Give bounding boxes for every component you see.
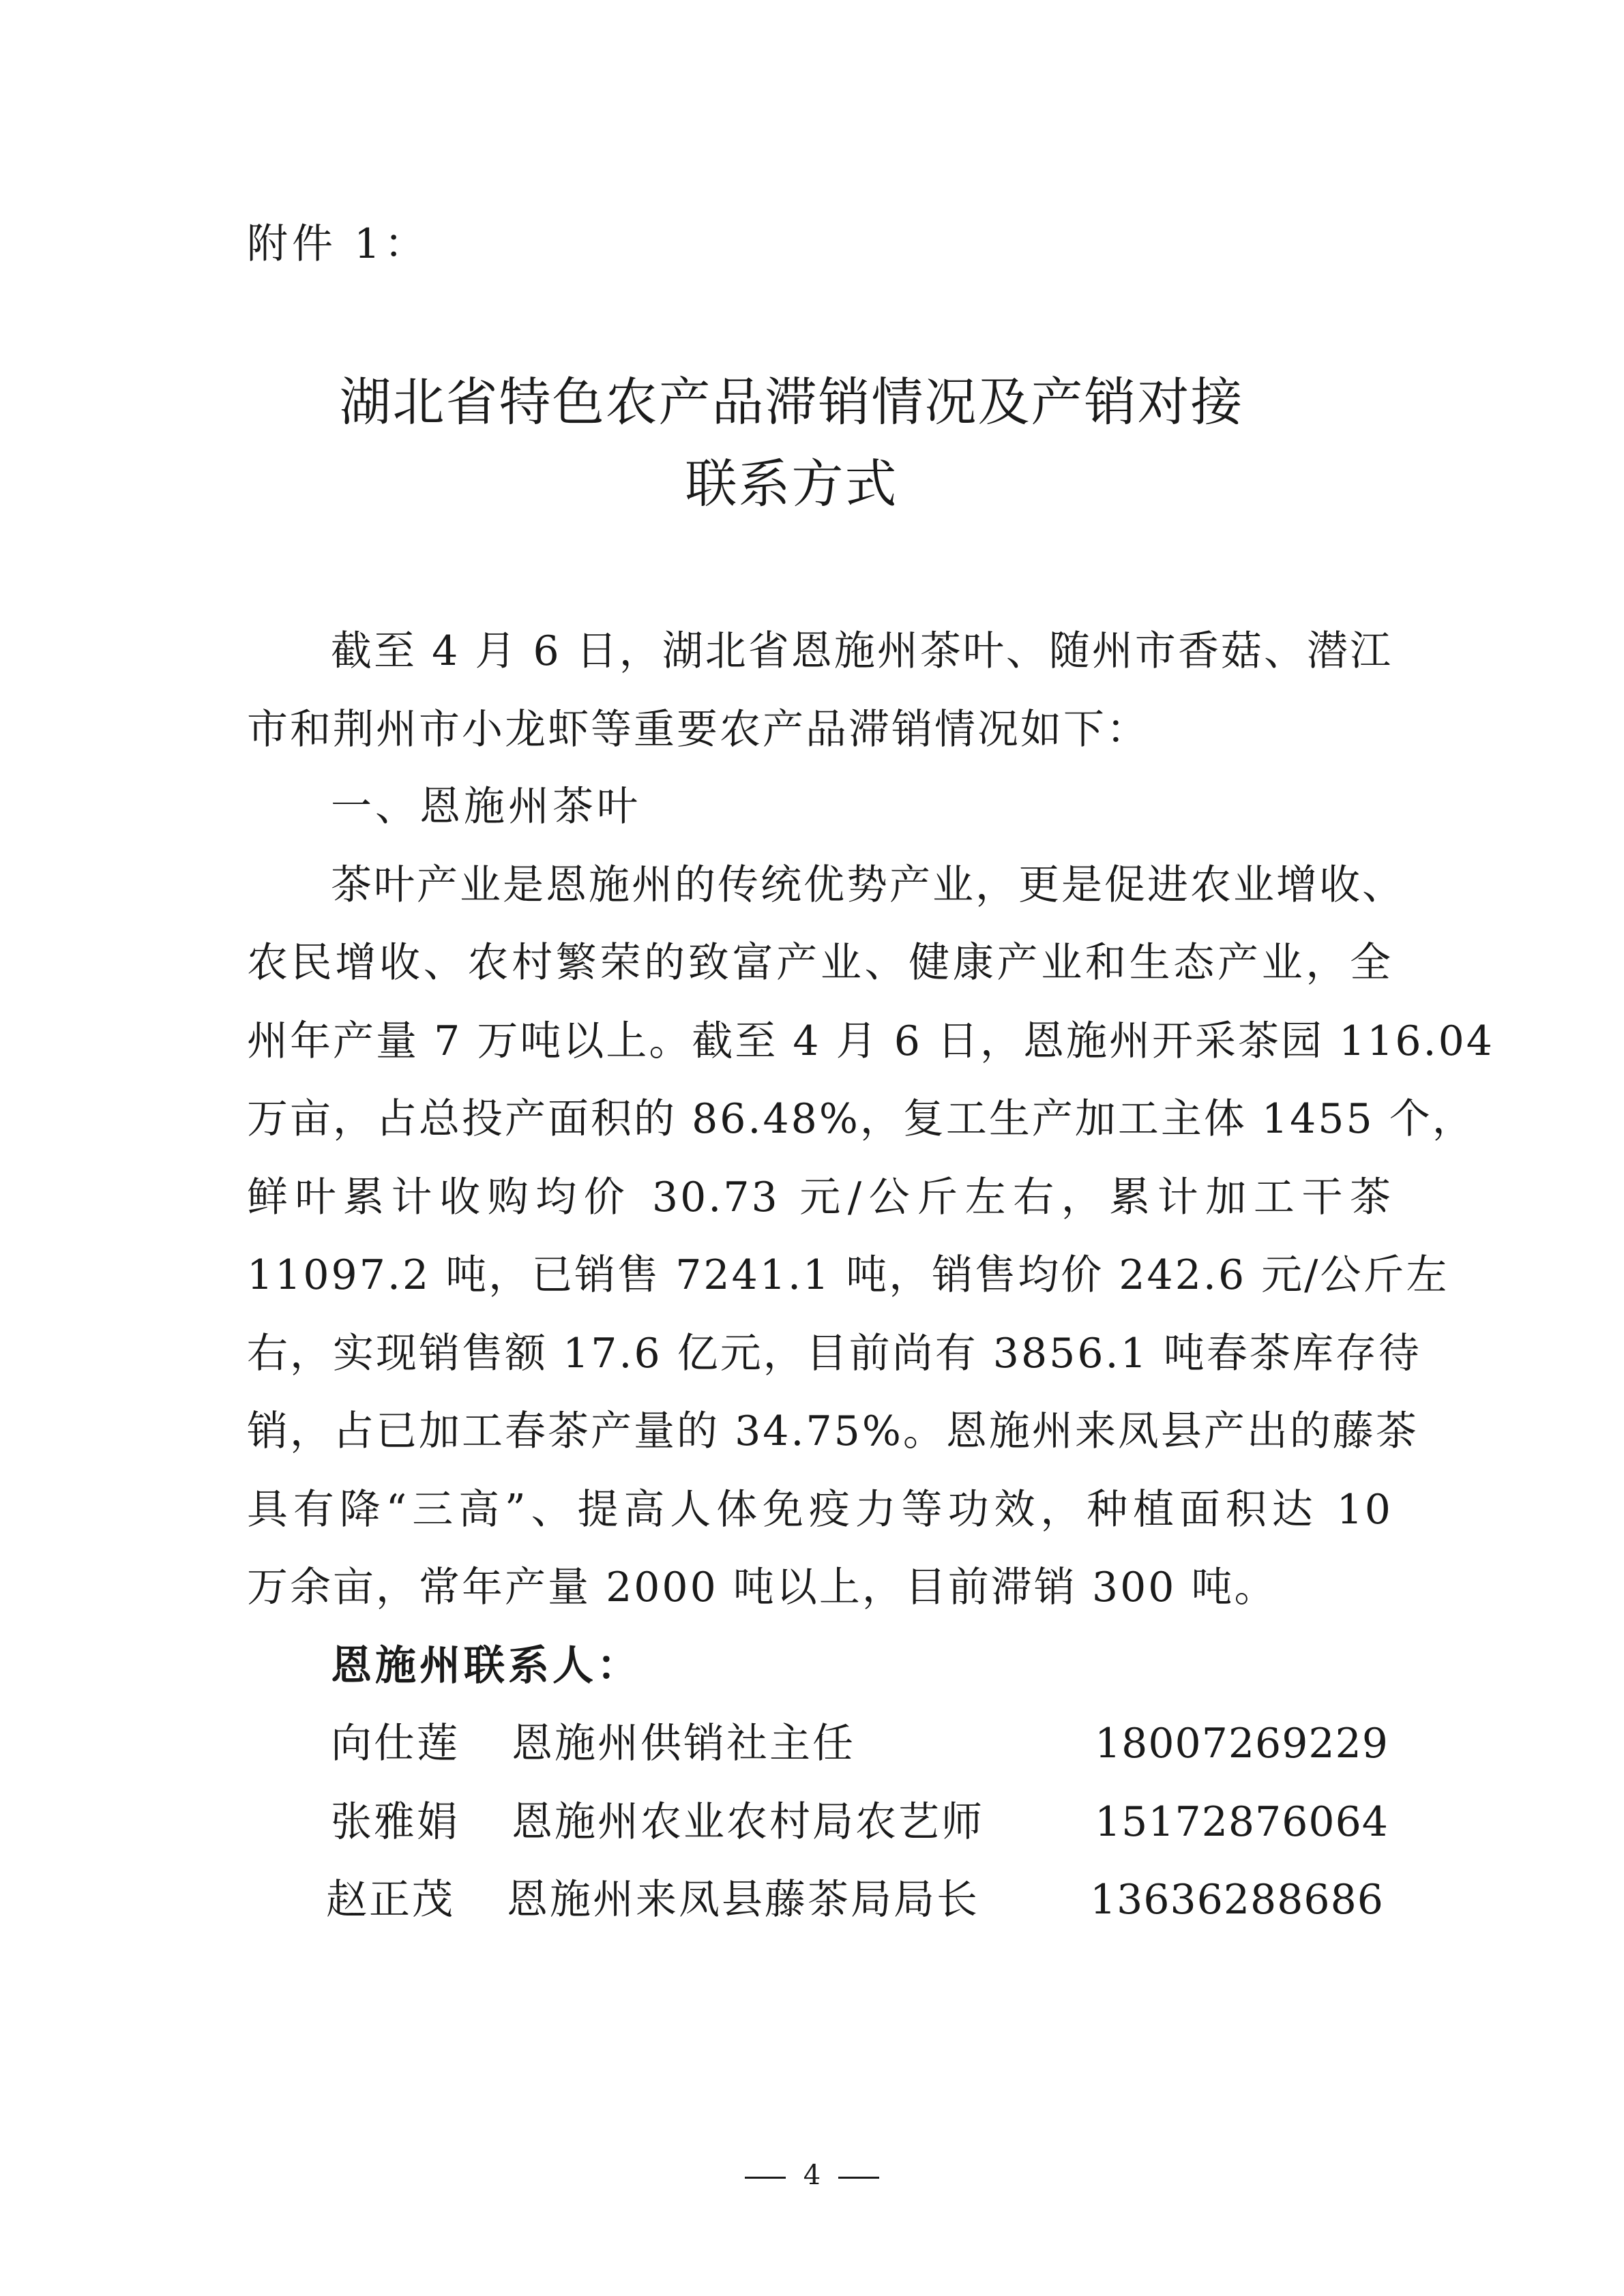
contact-row [331, 1795, 1389, 1849]
paragraph-line: 万余亩，常年产量 2000 吨以上，目前滞销 300 吨。 [247, 1564, 1278, 1611]
intro-line-2: 市和荆州市小龙虾等重要农产品滞销情况如下： [247, 706, 1149, 754]
contact-row [326, 1873, 1384, 1927]
paragraph-line: 销，占已加工春茶产量的 34.75%。恩施州来凤县产出的藤茶 [247, 1407, 1419, 1455]
contact-phone: 13636288686 [1090, 1876, 1384, 1924]
intro-line-1: 截至 4 月 6 日，湖北省恩施州茶叶、随州市香菇、潜江 [331, 627, 1393, 675]
page-footer [0, 2155, 1624, 2196]
paragraph-line: 右，实现销售额 17.6 亿元，目前尚有 3856.1 吨春茶库存待 [247, 1330, 1421, 1377]
contact-phone: 15172876064 [1095, 1798, 1389, 1846]
page-number: 4 [803, 2160, 821, 2191]
contact-name: 赵正茂 [326, 1876, 455, 1924]
contact-phone: 18007269229 [1095, 1720, 1389, 1768]
contacts-heading: 恩施州联系人： [331, 1642, 641, 1690]
document-title-line-1: 湖北省特色农产品滞销情况及产销对接 [339, 372, 1244, 432]
document-title-line-2: 联系方式 [685, 453, 898, 514]
contact-role: 恩施州来凤县藤茶局局长 [507, 1876, 979, 1924]
paragraph-line: 茶叶产业是恩施州的传统优势产业，更是促进农业增收、 [331, 861, 1405, 909]
paragraph-line: 具有降“三高”、提高人体免疫力等功效，种植面积达 10 [247, 1486, 1393, 1534]
contact-row [331, 1716, 1389, 1771]
contact-name: 张雅娟 [331, 1798, 460, 1846]
paragraph-line: 鲜叶累计收购均价 30.73 元/公斤左右，累计加工干茶 [247, 1174, 1393, 1221]
footer-dash-left [745, 2177, 786, 2179]
contact-name: 向仕莲 [331, 1720, 460, 1768]
contact-role: 恩施州农业农村局农艺师 [512, 1798, 984, 1846]
attachment-label: 附件 1： [247, 220, 430, 268]
paragraph-line: 11097.2 吨，已销售 7241.1 吨，销售均价 242.6 元/公斤左 [247, 1251, 1449, 1299]
footer-dash-right [838, 2177, 879, 2179]
contact-role: 恩施州供销社主任 [512, 1720, 855, 1768]
paragraph-line: 农民增收、农村繁荣的致富产业、健康产业和生态产业，全 [247, 939, 1393, 987]
paragraph-line: 州年产量 7 万吨以上。截至 4 月 6 日，恩施州开采茶园 116.04 [247, 1017, 1494, 1065]
paragraph-line: 万亩，占总投产面积的 86.48%，复工生产加工主体 1455 个， [247, 1095, 1475, 1143]
section-heading: 一、恩施州茶叶 [331, 783, 641, 831]
